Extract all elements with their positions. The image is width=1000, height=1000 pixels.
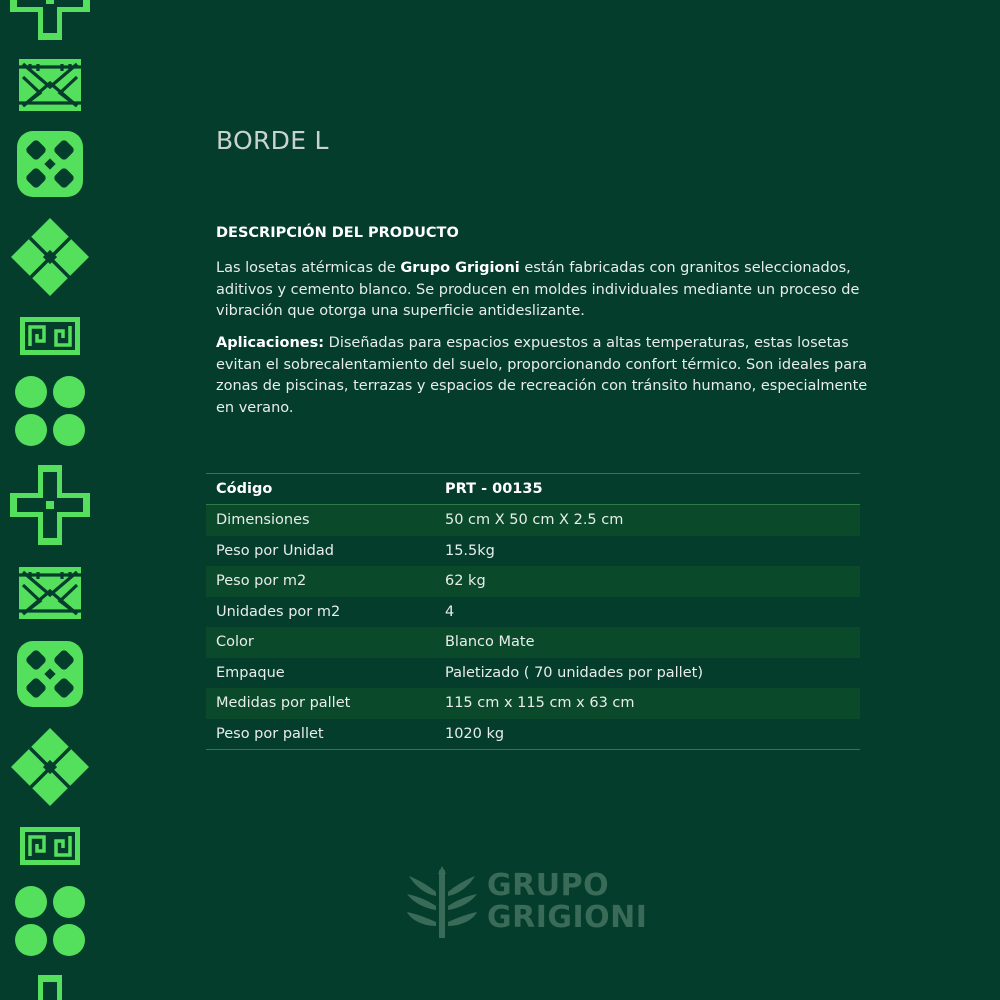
specs-table — [206, 473, 860, 750]
table-row — [206, 505, 860, 536]
logo-line-1: GRUPO — [487, 868, 610, 903]
tile-cross-icon — [10, 0, 90, 40]
spec-label: Empaque — [216, 664, 285, 681]
specs-header-row — [206, 474, 860, 505]
tile-cross-icon — [10, 975, 90, 1000]
brand-name: Grupo Grigioni — [400, 260, 520, 276]
spec-value: Blanco Mate — [445, 627, 860, 658]
spec-header-value: PRT - 00135 — [445, 474, 860, 505]
table-row — [206, 566, 860, 597]
description-text-start: Las losetas atérmicas de — [216, 260, 401, 276]
tile-diamond-icon — [11, 218, 89, 296]
table-row — [206, 688, 860, 719]
spec-value: 4 — [444, 603, 455, 620]
tile-weave-icon — [19, 567, 81, 619]
spec-value: 15.5kg — [444, 542, 495, 559]
spec-label: Medidas por pallet — [206, 688, 445, 719]
applications-paragraph — [216, 333, 886, 419]
tile-dots-icon — [15, 886, 85, 956]
spec-label: Dimensiones — [206, 505, 445, 536]
table-row — [206, 719, 860, 750]
tile-weave-icon — [19, 59, 81, 111]
tile-diamond-icon — [11, 728, 89, 806]
tile-cross-icon — [10, 465, 90, 545]
tile-rings-icon — [17, 131, 83, 197]
tile-rings-icon — [17, 641, 83, 707]
tile-greek-key-icon — [20, 827, 80, 865]
spec-label: Color — [206, 627, 445, 658]
table-row — [206, 627, 860, 658]
spec-value: 62 kg — [445, 566, 860, 597]
wheat-leaf-icon — [405, 866, 479, 942]
product-description — [216, 258, 886, 323]
spec-value: 1020 kg — [444, 725, 505, 742]
spec-label: Peso por pallet — [216, 725, 324, 742]
spec-value: Paletizado ( 70 unidades por pallet) — [444, 664, 703, 681]
table-row — [206, 597, 860, 628]
applications-text: Diseñadas para espacios expuestos a altas temperaturas, estas losetas evitan el sobrecalentamiento del suelo, proporcionando confort térmico. Son ideales para zonas de piscinas, terrazas y espacios de recreación con tránsito humano, especialmente en verano. — [216, 335, 868, 416]
decorative-pattern-strip — [0, 0, 100, 1000]
applications-label: Aplicaciones: — [216, 335, 325, 351]
logo-wordmark — [487, 870, 647, 934]
description-heading: DESCRIPCIÓN DEL PRODUCTO — [216, 225, 459, 241]
spec-header-label: Código — [206, 474, 445, 505]
spec-value: 115 cm x 115 cm x 63 cm — [445, 688, 860, 719]
spec-label: Unidades por m2 — [216, 603, 341, 620]
tile-dots-icon — [15, 376, 85, 446]
description-text-end: están fabricadas con granitos seleccionados, aditivos y cemento blanco. Se producen en moldes individuales mediante un proceso de vibración que otorga una superficie antideslizante. — [216, 260, 860, 319]
logo-line-2: GRIGIONI — [487, 900, 648, 935]
product-title: BORDE L — [216, 126, 329, 155]
table-row — [206, 536, 860, 567]
spec-label: Peso por m2 — [206, 566, 445, 597]
company-logo — [405, 866, 665, 942]
table-row — [206, 658, 860, 689]
spec-label: Peso por Unidad — [216, 542, 334, 559]
spec-value: 50 cm X 50 cm X 2.5 cm — [445, 505, 860, 536]
tile-greek-key-icon — [20, 317, 80, 355]
